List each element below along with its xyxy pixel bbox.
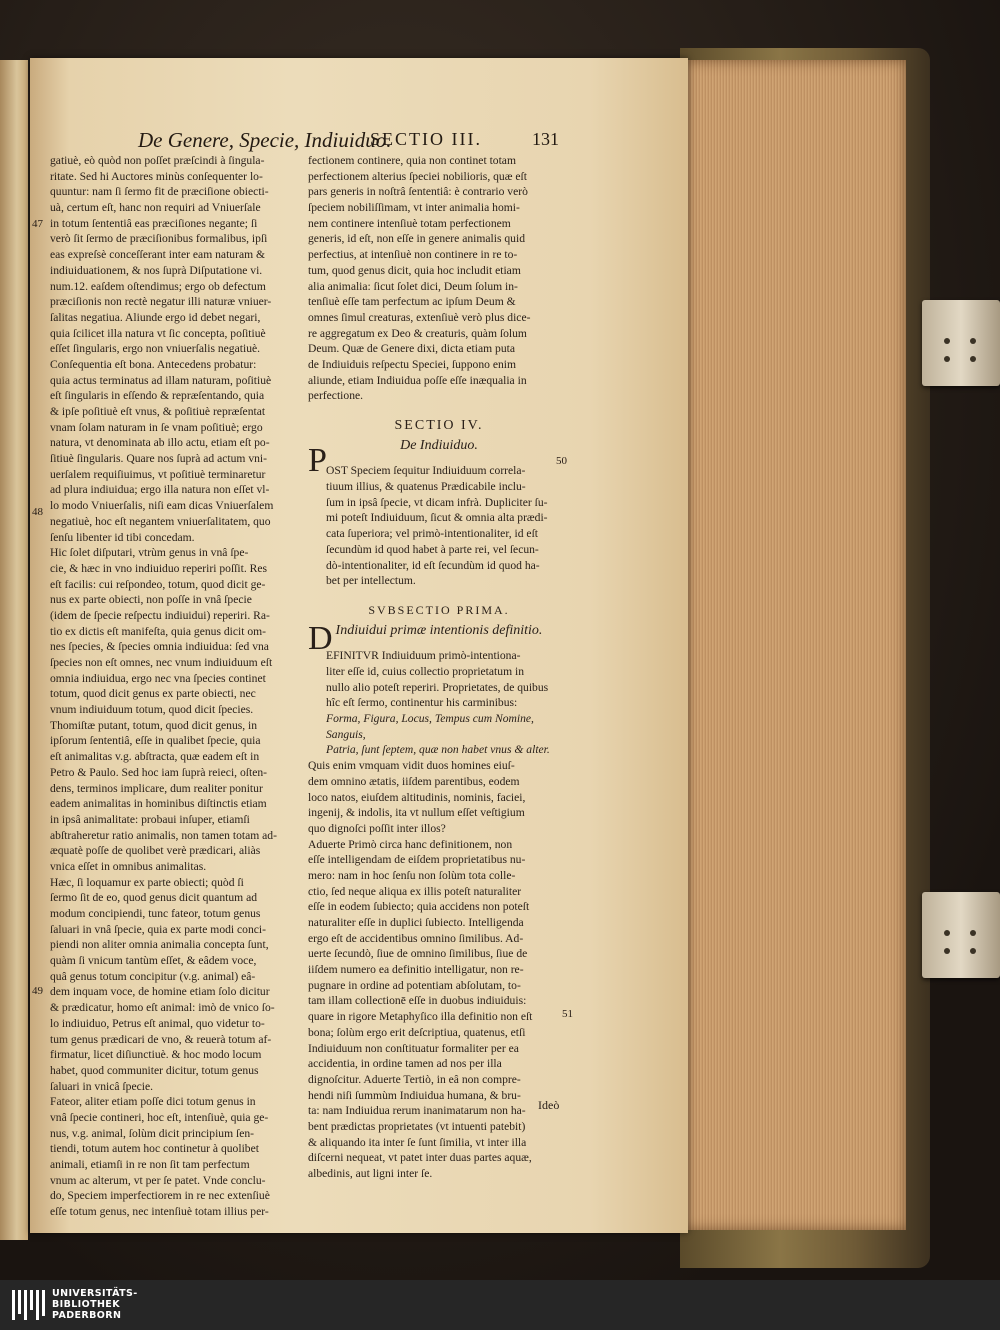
- text-line: ſum in ipsâ ſpecie, vt dicam infrà. Dupliciter ſu-: [326, 495, 548, 509]
- text-line: (idem de ſpecie reſpectu indiuidui) reperiri. Ra-: [50, 608, 270, 622]
- text-line: æquatè poſſe de quolibet verè prædicari, aliàs: [50, 844, 261, 858]
- text-line: firmatur, licet diſiunctiuè. & hoc modo locum: [50, 1048, 262, 1062]
- text-line: iiſdem numero ea definitio intelligatur, non re-: [308, 963, 524, 977]
- text-line: eas expreſsè conceſſerant inter eam naturam &: [50, 248, 266, 262]
- text-line: vnica eſſet in omnibus animalitas.: [50, 859, 207, 873]
- text-line: nullo alio poteſt reperiri. Proprietates, de quibus: [326, 680, 549, 694]
- text-line: quia ſcilicet illa natura vt ſic concepta, poſitiuè: [50, 326, 266, 340]
- text-line: eſſe intelligendam de eiſdem proprietatibus nu-: [308, 853, 526, 867]
- text-line: eſſe totum genus, nec intenſiuè totam illius per-: [50, 1205, 269, 1219]
- text-line: hîc eſt ſermo, continentur his carminibus:: [326, 696, 518, 710]
- text-line: in totum ſententiâ eas præciſiones negante; ſi: [50, 216, 258, 230]
- text-line: eſſet ſingularis, ergo non vniuerſalis negatiuè.: [50, 342, 261, 356]
- dropcap-p: P: [308, 442, 327, 479]
- text-line: vnum ac alterum, vt per ſe patet. Vnde conclu-: [50, 1173, 266, 1187]
- text-line: Fateor, aliter etiam poſſe dici totum genus in: [50, 1095, 256, 1109]
- text-line: liter eſſe id, cuius collectio proprietatum in: [326, 665, 524, 678]
- text-line: tam illam collectionē eſſe in duobus indiuiduis:: [308, 994, 527, 1008]
- text-line: vnam ſolam naturam in ſe vnam poſitiuè; ergo: [50, 420, 263, 434]
- text-line: ingenij, & indolis, ita vt nullum eſſet veſtigium: [308, 806, 525, 820]
- text-line: perfectione.: [308, 389, 364, 403]
- text-line: indiuiduationem, & nos ſuprà Diſputatione vi.: [50, 263, 263, 277]
- text-line: bona; ſolùm ergo erit deſcriptiua, quatenus, etſi: [308, 1025, 526, 1039]
- verse-lines: [308, 711, 570, 758]
- library-footer: [0, 1280, 1000, 1330]
- text-line: OST Speciem ſequitur Indiuiduum correla-: [326, 464, 526, 478]
- text-line: eſſe in eodem ſubiecto; quia accidens non poteſt: [308, 900, 530, 914]
- text-line: num.12. eaſdem oſtendimus; ergo ob defectum: [50, 279, 266, 293]
- text-line: bent prædictas proprietates (vt intuenti patebit): [308, 1119, 526, 1133]
- right-column: [308, 153, 570, 1182]
- text-line: ctio, ſed neque aliqua ex illis poteſt naturaliter: [308, 884, 522, 898]
- margin-number-47: 47: [32, 218, 43, 230]
- text-line: de Indiuiduis reſpectu Speciei, ſuppono enim: [308, 357, 516, 371]
- text-line: & prædicatur, homo eſt animal: imò de vnico ſo-: [50, 1001, 275, 1015]
- text-line: præciſionis non rectè negatur illi naturæ vniuer-: [50, 295, 272, 309]
- library-name-line1: UNIVERSITÄTS-: [52, 1288, 138, 1299]
- text-line: uà, certum eſt, hanc non requiri ad Vniuerſale: [50, 201, 261, 215]
- text-line: ſitiuè ſingularis. Quare nos ſuprà ad actum vni-: [50, 452, 268, 466]
- text-line: tum genus prædicari de vno, & reuerà totum af-: [50, 1032, 272, 1046]
- text-line: verò ſit ſermo de præciſionibus formalibus, ipſi: [50, 232, 268, 246]
- text-line: ſermo ſit de eo, quod genus dicit quantum ad: [50, 891, 258, 905]
- left-page-edge: [0, 60, 28, 1240]
- text-line: eſt ſingularis in eſſendo & repræſentando, quia: [50, 389, 265, 403]
- text-line: & ipſe poſitiuè eſt vnus, & poſitiuè repræſentat: [50, 405, 266, 418]
- text-line: fectionem continere, quia non continet totam: [308, 154, 516, 167]
- text-line: eſt animalitas v.g. abſtracta, quæ eadem eſt in: [50, 750, 260, 764]
- text-line: re aggregatum ex Deo & creaturis, quàm ſolum: [308, 326, 527, 340]
- text-line: nes ſpecies, & ſpecies omnia indiuidua: ſed vna: [50, 640, 269, 654]
- text-line: diſcerni nequeat, vt patet inter duas partes aquæ,: [308, 1151, 532, 1165]
- text-line: totum, quod dicit genus ex parte obiecti, nec: [50, 687, 256, 701]
- text-line: lo indiuiduo, Petrus eſt animal, quo videtur to-: [50, 1016, 265, 1030]
- text-line: Aduerte Primò circa hanc definitionem, non: [308, 837, 513, 851]
- running-head-section: SECTIO III.: [370, 129, 482, 149]
- right-column-top-text: [308, 153, 570, 404]
- text-line: naturaliter eſſe in duplici ſubiecto. Intelligenda: [308, 916, 524, 929]
- text-line: ſecundùm id quod habet à parte rei, vel ſecun-: [326, 542, 539, 556]
- library-name-line3: PADERBORN: [52, 1310, 122, 1321]
- right-column-bottom-text: [308, 758, 570, 1182]
- text-line: lo modo Vniuerſalis, niſi eam dicas Vniuerſalem: [50, 499, 274, 513]
- section-heading: SECTIO IV.: [394, 418, 484, 433]
- text-line: omnia indiuidua, ergo nec vna ſpecies continet: [50, 671, 266, 685]
- text-line: ta: nam Indiuidua rerum inanimatarum non ha-: [308, 1104, 526, 1118]
- text-line: vnum indiuiduum totum, quod dicit ſpecies.: [50, 703, 254, 717]
- text-line: Petro & Paulo. Sed hoc iam ſuprà reieci, oſten-: [50, 765, 268, 779]
- text-line: ſenſu libenter id tibi concedam.: [50, 530, 195, 544]
- text-line: ad plura indiuidua; ergo illa natura non eſſet vl-: [50, 483, 270, 497]
- margin-number-51: 51: [562, 1008, 573, 1020]
- text-line: nem continere intenſiuè totam perfectionem: [308, 216, 511, 230]
- text-line: perfectius, at intenſiuè non continere in re to-: [308, 248, 518, 262]
- text-line: habet, quod communiter dicitur, totum genus: [50, 1063, 259, 1077]
- text-line: tum, quod genus dicit, quia hoc includit etiam: [308, 263, 521, 277]
- text-line: Quis enim vmquam vidit duos homines eiuſ-: [308, 759, 515, 773]
- text-line: quia actus terminatus ad illam naturam, poſitiuè: [50, 373, 272, 387]
- text-line: quo dignoſci poſſit inter illos?: [308, 821, 446, 835]
- text-line: ſaluari in vnicâ ſpecie.: [50, 1079, 154, 1093]
- text-line: tiendi, totum autem hoc continetur à quolibet: [50, 1142, 259, 1156]
- text-line: generis, id eſt, non eſſe in genere animalis quid: [308, 232, 525, 246]
- text-line: negatiuè, hoc eſt negantem vniuerſalitatem, quo: [50, 514, 271, 528]
- text-line: abſtraheretur ratio animalis, non tamen totam ad-: [50, 828, 277, 842]
- text-line: animali, etiamſi in re non ſit tam perfectum: [50, 1158, 250, 1171]
- subsection-subtitle: Indiuidui primæ intentionis definitio.: [335, 622, 543, 638]
- text-line: loco natos, eiuſdem altitudinis, nominis, faciei,: [308, 790, 526, 804]
- text-line: Hic ſolet diſputari, vtrùm genus in vnâ ſpe-: [50, 546, 249, 560]
- text-line: Thomiſtæ putant, totum, quod dicit genus, in: [50, 718, 258, 732]
- text-line: EFINITVR Indiuiduum primò-intentiona-: [326, 649, 521, 663]
- text-line: pugnare in ordine ad potentiam abſolutam, to-: [308, 978, 521, 992]
- section-subtitle: De Indiuiduo.: [400, 437, 478, 453]
- text-line: nus ex parte obiecti, non poſſe in vnâ ſpecie: [50, 593, 252, 607]
- text-line: cie, & hæc in vno indiuiduo reperiri poſſit. Res: [50, 561, 268, 575]
- text-line: ſpecies non eſt omnes, nec vnum indiuiduum eſt: [50, 656, 273, 669]
- text-line: dò-intentionaliter, id eſt ſecundùm id quod ha-: [326, 558, 540, 572]
- text-line: dignoſcitur. Aduerte Tertiò, in eâ non compre-: [308, 1072, 521, 1086]
- text-line: cata ſuperiora; vel primò-intentionaliter, id eſt: [326, 527, 539, 541]
- text-line: tenſiuè eſſe tam perfectum ac ipſum Deum &: [308, 295, 516, 309]
- text-line: accidentia, in ordine tamen ad nos per illa: [308, 1057, 502, 1071]
- definition-paragraph: [308, 648, 570, 711]
- text-line: piendi non aliter omnia animalia concepta ſunt,: [50, 938, 269, 952]
- text-line: dem omnino ætatis, iiſdem parentibus, eodem: [308, 774, 520, 788]
- section-paragraph: [308, 463, 570, 589]
- text-line: do, Speciem imperfectiorem in re nec extenſiuè: [50, 1189, 270, 1203]
- left-column: [50, 153, 305, 1220]
- text-line: tiuum illius, & quatenus Prædicabile inclu-: [326, 480, 526, 494]
- text-line: Indiuiduum non conſtituatur formaliter per ea: [308, 1041, 519, 1055]
- library-logo-icon: [12, 1290, 48, 1320]
- text-line: natura, vt denominata ab illo actu, etiam eſt po-: [50, 436, 270, 450]
- text-line: quuntur: nam ſi ſermo fit de præciſione obiecti-: [50, 185, 269, 199]
- text-line: in ipsâ animalitate: probaui inſuper, etiamſi: [50, 812, 250, 826]
- text-line: uerſalem requiſiuimus, vt poſitiuè terminaretur: [50, 467, 266, 481]
- text-line: quâ genus totum concipitur (v.g. animal) eâ-: [50, 969, 256, 983]
- text-line: ſalitas negatiua. Aliunde ergo id debet negari,: [50, 310, 261, 324]
- text-line: vnâ ſpecie contineri, hoc eſt, intenſiuè, quia ge-: [50, 1110, 269, 1124]
- text-line: Conſequentia eſt bona. Antecedens probatur:: [50, 357, 257, 371]
- text-line: quàm ſi vnicum tantùm eſſet, & eâdem voce,: [50, 954, 257, 968]
- text-line: alia animalia: ſicut ſolet dici, Deum ſolum in-: [308, 279, 518, 293]
- running-head-title: De Genere, Specie, Indiuiduo.: [138, 128, 392, 152]
- text-line: mero: nam in hoc ſenſu non ſolùm tota colle-: [308, 868, 516, 882]
- subsection-heading: SVBSECTIO PRIMA.: [368, 602, 510, 617]
- page-number: 131: [532, 129, 559, 149]
- text-line: dens, terminos implicare, dum realiter ponitur: [50, 781, 263, 795]
- text-line: modum concipiendi, tunc fateor, totum genus: [50, 907, 261, 920]
- text-line: tio ex dictis eſt manifeſta, quia genus dicit om-: [50, 624, 267, 638]
- text-line: mi poteſt Indiuiduum, ſicut & omnia alta prædi-: [326, 511, 548, 525]
- text-line: albedinis, aut ligni inter ſe.: [308, 1167, 433, 1180]
- text-line: gatiuè, eò quòd non poſſet præſcindi à ſingula-: [50, 154, 265, 167]
- text-line: & aliquando ita inter ſe ſunt ſimilia, vt inter illa: [308, 1135, 527, 1149]
- running-head: [138, 128, 558, 154]
- text-line: Patria, ſunt ſeptem, quæ non habet vnus & alter.: [326, 743, 550, 757]
- text-line: ergo eſt de accidentibus omnino ſimilibus. Ad-: [308, 931, 524, 945]
- text-line: nus, v.g. animal, ſolùm dicit principium ſen-: [50, 1126, 255, 1140]
- text-line: ſpeciem nobiliſſimam, vt inter animalia homi-: [308, 201, 520, 215]
- text-line: omnes ſimul creaturas, extenſiuè verò plus dice-: [308, 310, 531, 324]
- text-line: Hæc, ſi loquamur ex parte obiecti; quòd ſi: [50, 875, 244, 889]
- text-line: bet per intellectum.: [326, 574, 416, 588]
- text-line: Deum. Quæ de Genere dixi, dicta etiam puta: [308, 342, 516, 356]
- text-line: aliunde, etiam Indiuidua poſſe eſſe inæqualia in: [308, 373, 527, 387]
- text-line: uerte ſecundò, ſiue de omnino ſimilibus, ſiue de: [308, 947, 528, 961]
- margin-number-50: 50: [556, 455, 567, 467]
- clasp-upper: [922, 300, 1000, 386]
- library-name-line2: BIBLIOTHEK: [52, 1299, 120, 1310]
- margin-number-48: 48: [32, 506, 43, 518]
- text-line: Forma, Figura, Locus, Tempus cum Nomine,: [326, 712, 534, 726]
- text-line: ipſorum ſententiâ, eſſe in qualibet ſpecie, quia: [50, 734, 261, 748]
- text-line: dem inquam voce, de homine etiam ſolo dicitur: [50, 985, 270, 999]
- margin-number-49: 49: [32, 985, 43, 997]
- text-line: ritate. Sed hi Auctores minùs conſequenter lo-: [50, 169, 263, 183]
- page-block-edge: [684, 60, 906, 1230]
- text-line: Sanguis,: [326, 727, 366, 741]
- text-line: hendi niſi ſummùm Indiuidua humana, & bru-: [308, 1088, 521, 1102]
- text-line: ſaluari in vnâ ſpecie, quia ex parte modi conci-: [50, 922, 267, 936]
- text-line: quare in rigore Metaphyſico illa definitio non eſt: [308, 1010, 533, 1024]
- clasp-lower: [922, 892, 1000, 978]
- dropcap-d: D: [308, 620, 333, 657]
- text-line: pars generis in noſtrâ ſententiâ: è contrario verò: [308, 185, 528, 199]
- text-line: eadem animalitas in hominibus diſtinctis etiam: [50, 797, 267, 811]
- text-line: eſt facilis: cui reſpondeo, totum, quod dicit ge-: [50, 577, 266, 591]
- catchword: Ideò: [538, 1098, 560, 1112]
- text-line: perfectionem alterius ſpeciei nobilioris, quæ eſt: [308, 169, 527, 183]
